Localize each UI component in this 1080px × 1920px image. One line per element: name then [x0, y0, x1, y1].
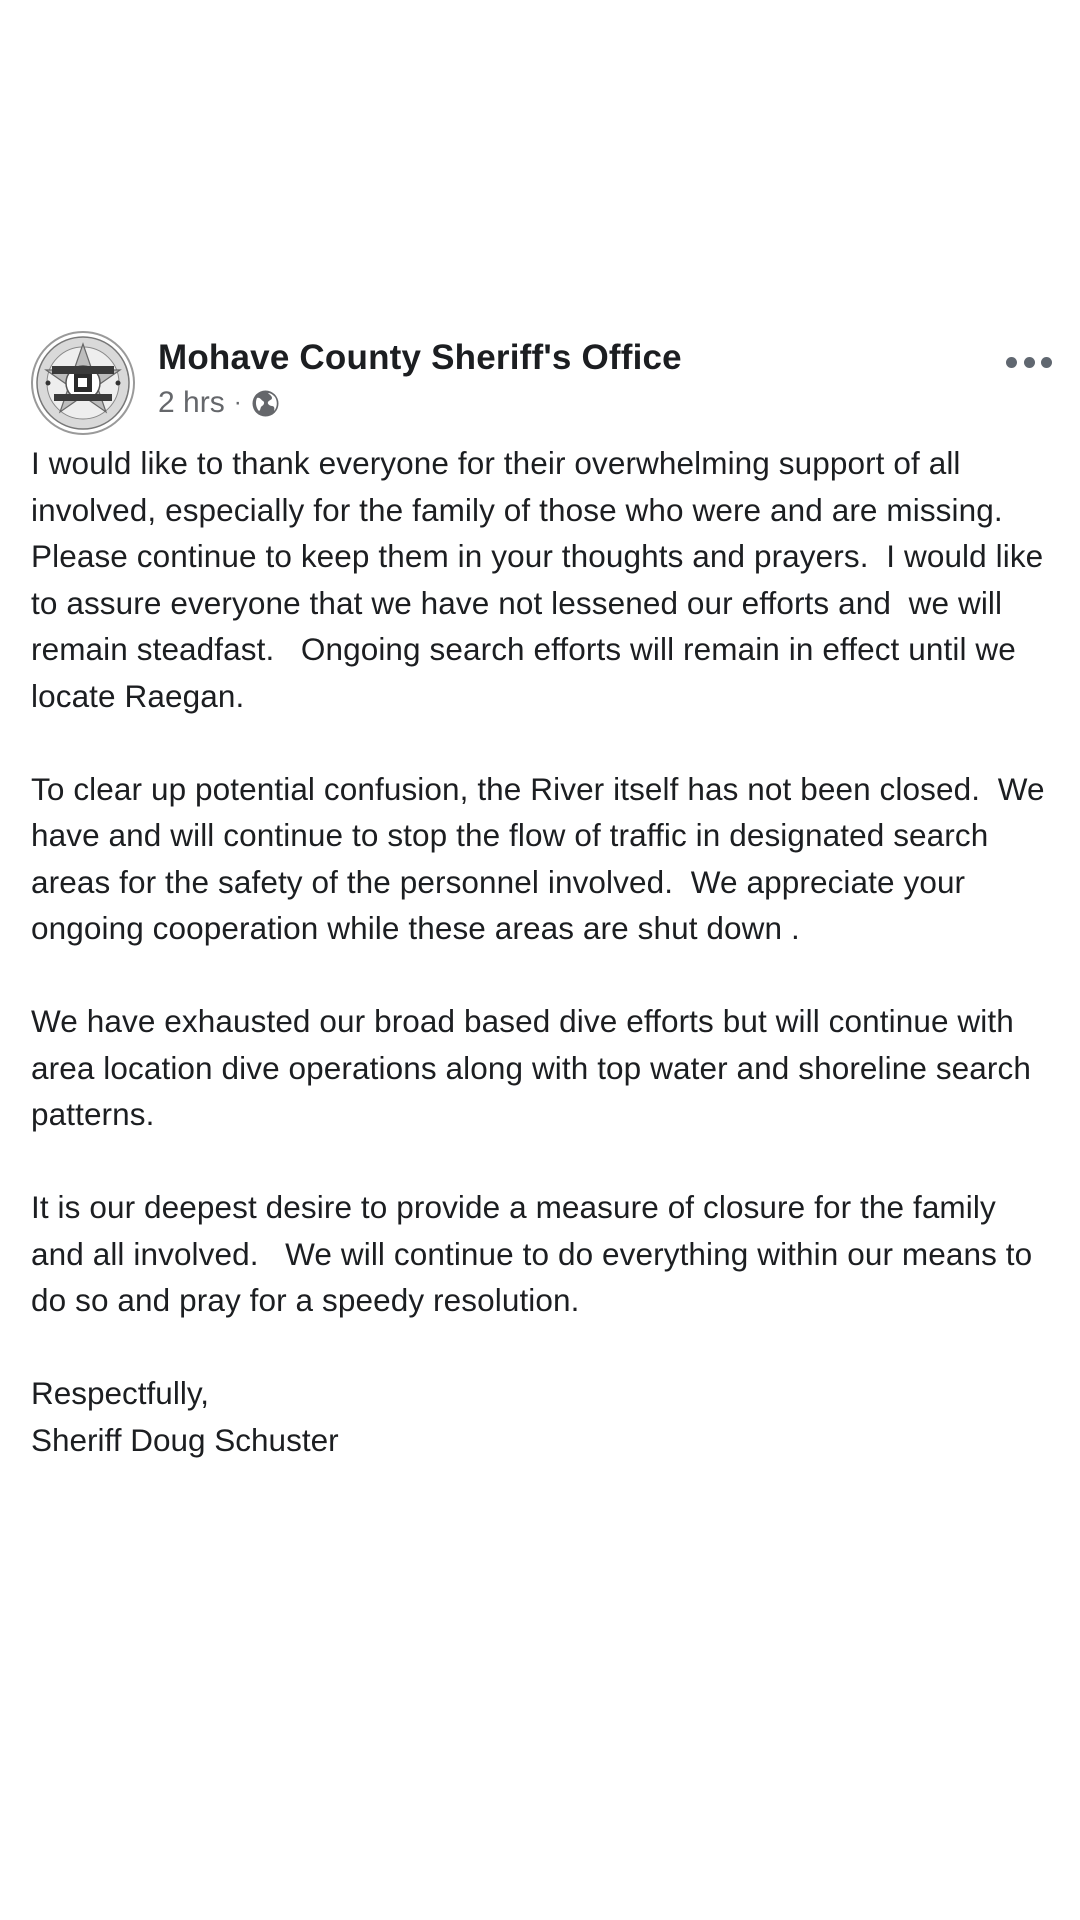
sheriff-badge-logo: [30, 330, 136, 436]
page-avatar[interactable]: [30, 330, 136, 436]
post-signature: Sheriff Doug Schuster: [31, 1421, 339, 1458]
post-paragraph-2: To clear up potential confusion, the River itself has not been closed. We have and will continue to stop the flow of traffic in designated search areas for the safety of the personnel involved. We appreciate your ongoing cooperation while these areas are shut down .: [31, 770, 1054, 946]
post-paragraph-4: It is our deepest desire to provide a measure of closure for the family and all involved. We will continue to do everything within our means to do so and pray for a speedy resolution.: [31, 1189, 1042, 1318]
meta-separator: ·: [233, 389, 242, 416]
post-paragraph-3: We have exhausted our broad based dive efforts but will continue with area location dive operations along with top water and shoreline search patterns.: [31, 1003, 1040, 1132]
more-dot: [1006, 357, 1017, 368]
post-paragraph-1: I would like to thank everyone for their overwhelming support of all involved, especially for the family of those who were and are missing. Please continue to keep them in your thoughts and prayers. I would like to assure everyone that we have not lessened our efforts and we will remain steadfast. Ongoing search efforts will remain in effect until we locate Raegan.: [31, 445, 1053, 714]
more-dot: [1041, 357, 1052, 368]
globe-icon[interactable]: [251, 389, 280, 418]
post-closing: Respectfully,: [31, 1375, 209, 1411]
more-options-icon[interactable]: [1006, 352, 1052, 372]
more-dot: [1024, 357, 1035, 368]
post-timestamp[interactable]: 2 hrs: [158, 386, 225, 419]
post-header: [0, 330, 1080, 440]
post: [0, 330, 1080, 1463]
post-meta: [158, 386, 280, 420]
post-body: [0, 440, 1080, 1463]
page-name[interactable]: Mohave County Sheriff's Office: [158, 338, 682, 377]
